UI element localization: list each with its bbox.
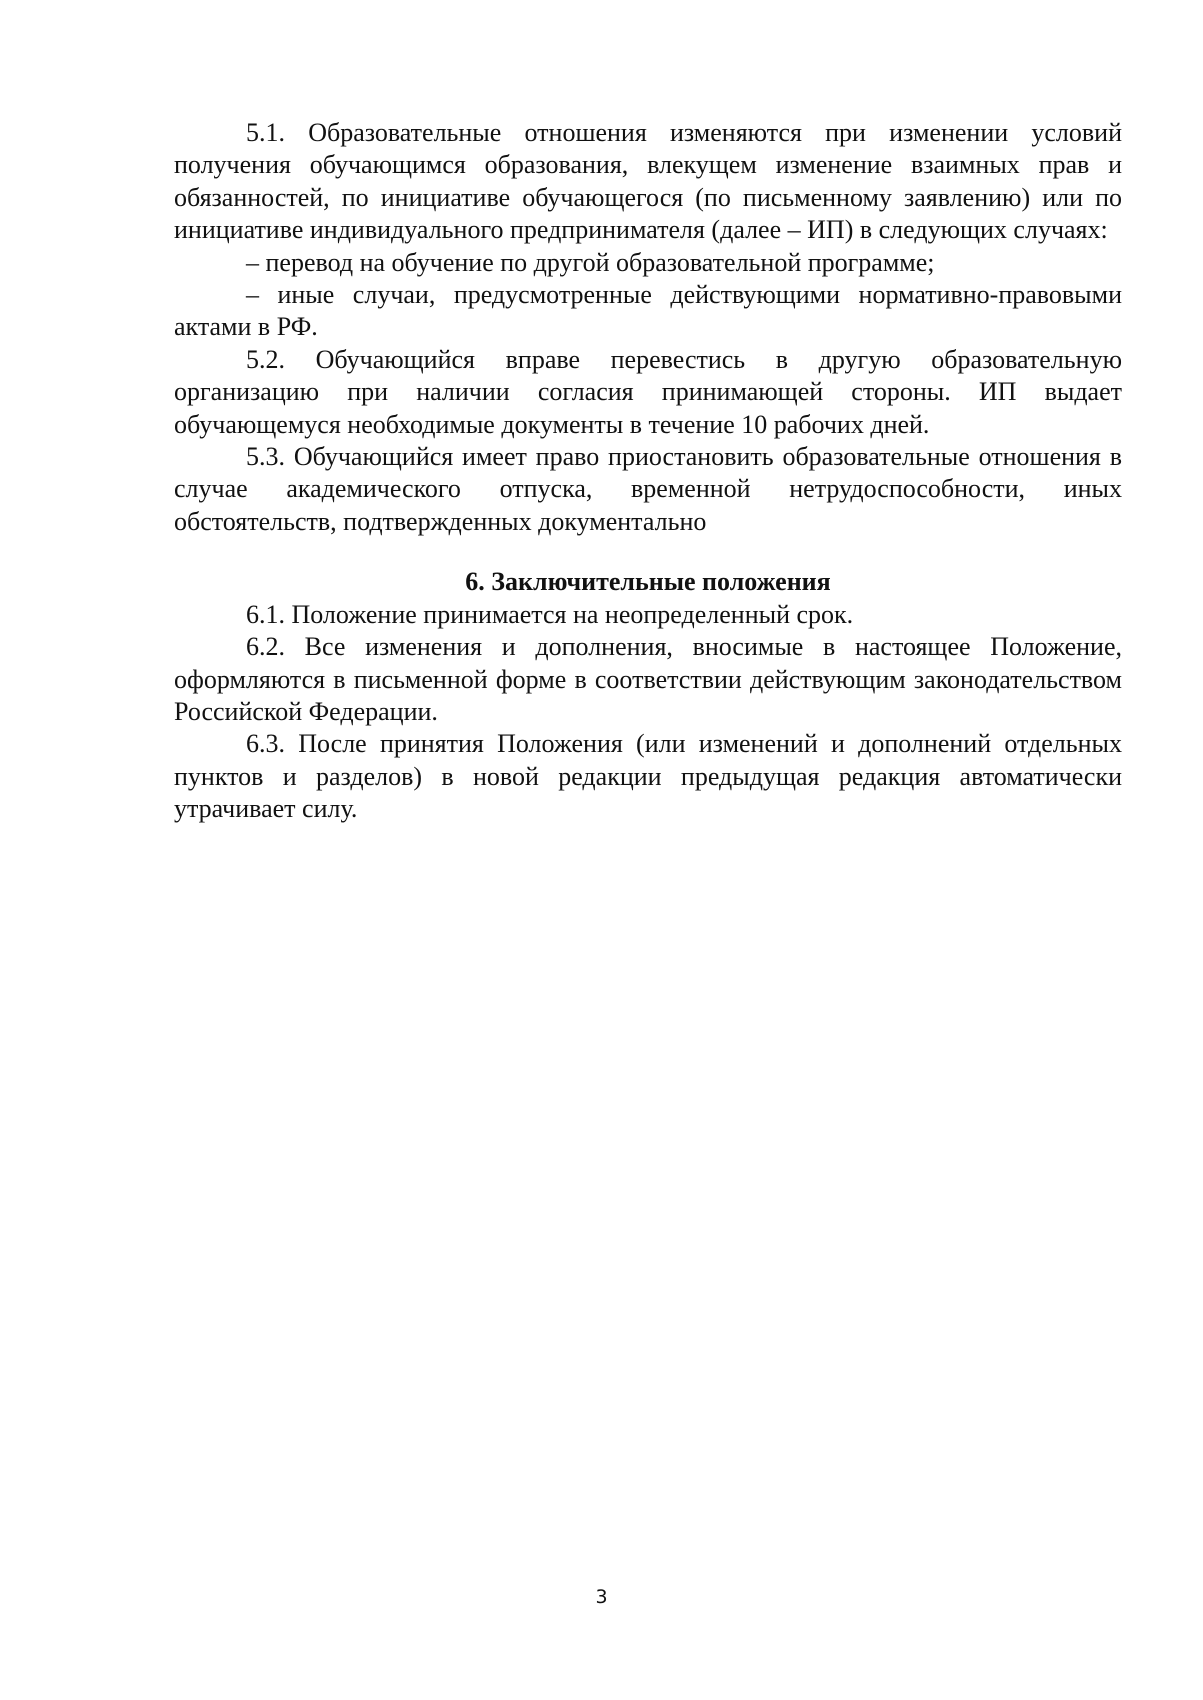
section-heading-final-provisions: 6. Заключительные положения <box>465 567 831 597</box>
paragraph-6-3: 6.3. После принятия Положения (или изменений и дополнений отдельных пунктов и разделов) в новой редакции предыдущая редакция автоматически утрачивает силу. <box>174 729 1122 824</box>
page-number: 3 <box>595 1586 608 1608</box>
page-content <box>174 117 1122 826</box>
paragraph-6-1: 6.1. Положение принимается на неопределенный срок. <box>246 599 854 629</box>
paragraph-5-3: 5.3. Обучающийся имеет право приостановить образовательные отношения в случае академического отпуска, временной нетрудоспособности, иных обстоятельств, подтвержденных документально <box>174 442 1122 536</box>
paragraph-5-1: 5.1. Образовательные отношения изменяются при изменении условий получения обучающимся образования, влекущем изменение взаимных прав и обязанностей, по инициативе обучающегося (по письменному заявлению) или по инициативе индивидуального предпринимателя (далее – ИП) в следующих случаях: <box>174 118 1122 245</box>
list-item-transfer: – перевод на обучение по другой образовательной программе; <box>246 247 935 277</box>
paragraph-5-2: 5.2. Обучающийся вправе перевестись в другую образовательную организацию при наличии согласия принимающей стороны. ИП выдает обучающемуся необходимые документы в течение 10 рабочих дней. <box>174 344 1122 439</box>
list-item-other-cases: – иные случаи, предусмотренные действующими нормативно-правовыми актами в РФ. <box>174 280 1122 342</box>
paragraph-6-2: 6.2. Все изменения и дополнения, вносимые в настоящее Положение, оформляются в письменной форме в соответствии действующим законодательством Российской Федерации. <box>174 632 1122 726</box>
